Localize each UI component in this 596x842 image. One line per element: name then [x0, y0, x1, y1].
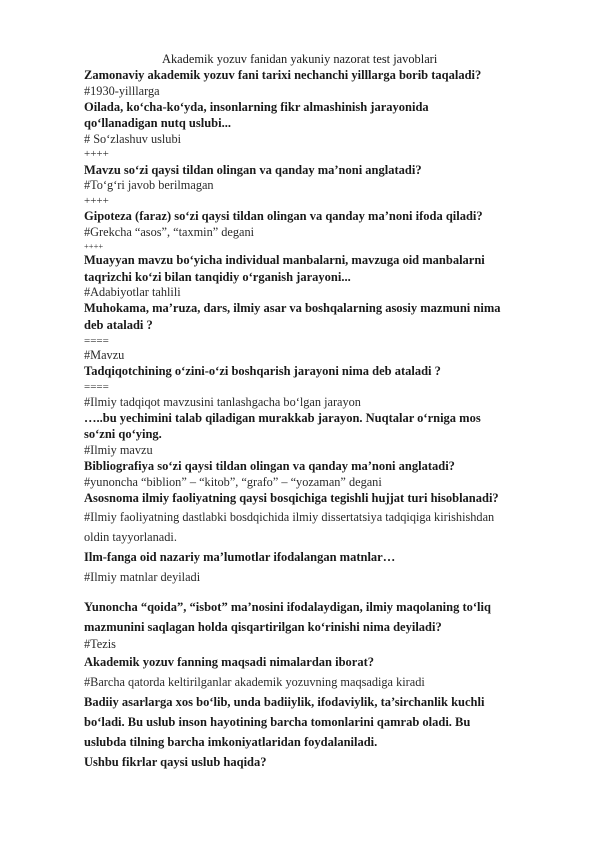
- answer-line: #Ilmiy tadqiqot mavzusini tanlashgacha bo‘lgan jarayon: [84, 394, 361, 409]
- answer-line: #To‘g‘ri javob berilmagan: [84, 178, 214, 193]
- question-line: Asosnoma ilmiy faoliyatning qaysi bosqichiga tegishli hujjat turi hisoblanadi?: [84, 490, 499, 505]
- separator-line: ====: [84, 334, 109, 347]
- separator-line: ++++: [84, 194, 109, 207]
- answer-line: #Mavzu: [84, 348, 125, 363]
- answer-line: #Adabiyotlar tahlili: [84, 285, 181, 300]
- answer-line: # So‘zlashuv uslubi: [84, 131, 182, 146]
- question-line: …..bu yechimini talab qiladigan murakkab jarayon. Nuqtalar o‘rniga mos: [84, 410, 481, 425]
- answer-line: #Ilmiy faoliyatning dastlabki bosdqichida ilmiy dissertatsiya tadqiqiga kirishishdan: [84, 509, 495, 524]
- question-line: Badiiy asarlarga xos bo‘lib, unda badiiylik, ifodaviylik, ta’sirchanlik kuchli: [84, 694, 485, 709]
- blank-spacer: [84, 587, 564, 597]
- question-line: uslubda tilning barcha imkoniyatlaridan foydalaniladi.: [84, 734, 378, 749]
- answer-line: #Ilmiy matnlar deyiladi: [84, 569, 201, 584]
- question-line: mazmunini saqlagan holda qisqartirilgan ko‘rinishi nima deyiladi?: [84, 619, 442, 634]
- question-line: Tadqiqotchining o‘zini-o‘zi boshqarish jarayoni nima deb ataladi ?: [84, 364, 441, 379]
- answer-line: #Barcha qatorda keltirilganlar akademik yozuvning maqsadiga kiradi: [84, 674, 425, 689]
- question-line: Mavzu so‘zi qaysi tildan olingan va qanday ma’noni anglatadi?: [84, 162, 422, 177]
- question-line: Gipoteza (faraz) so‘zi qaysi tildan olingan va qanday ma’noni ifoda qiladi?: [84, 209, 483, 224]
- answer-line: #Grekcha “asos”, “taxmin” degani: [84, 224, 255, 239]
- question-line: Bibliografiya so‘zi qaysi tildan olingan va qanday ma’noni anglatadi?: [84, 459, 455, 474]
- question-line: Yunoncha “qoida”, “isbot” ma’nosini ifodalaydigan, ilmiy maqolaning to‘liq: [84, 599, 491, 614]
- answer-line: #yunoncha “biblion” – “kitob”, “grafo” – “yozaman” degani: [84, 474, 382, 489]
- question-line: Zamonaviy akademik yozuv fani tarixi nechanchi yilllarga borib taqaladi?: [84, 68, 482, 82]
- question-line: deb ataladi ?: [84, 317, 153, 332]
- question-line: bo‘ladi. Bu uslub inson hayotining barcha tomonlarini qamrab oladi. Bu: [84, 714, 471, 729]
- document-page: [84, 52, 564, 772]
- question-line: qo‘llanadigan nutq uslubi...: [84, 116, 231, 131]
- answer-line: #Ilmiy mavzu: [84, 442, 153, 457]
- answer-line: #Tezis: [84, 636, 116, 651]
- separator-line: ++++: [84, 148, 109, 161]
- document-title: Akademik yozuv fanidan yakuniy nazorat test javoblari: [162, 52, 438, 66]
- separator-line: ++++: [84, 240, 104, 251]
- question-line: taqrizchi ko‘zi bilan tanqidiy o‘rganish jarayoni...: [84, 269, 351, 284]
- question-line: so‘zni qo‘ying.: [84, 427, 162, 442]
- separator-line: ====: [84, 380, 109, 393]
- answer-line: oldin tayyorlanadi.: [84, 529, 177, 544]
- question-line: Muhokama, ma’ruza, dars, ilmiy asar va boshqalarning asosiy mazmuni nima: [84, 301, 501, 316]
- question-line: Oilada, ko‘cha-ko‘yda, insonlarning fikr almashinish jarayonida: [84, 99, 429, 114]
- answer-line: #1930-yilllarga: [84, 83, 160, 98]
- question-line: Ushbu fikrlar qaysi uslub haqida?: [84, 754, 267, 769]
- question-line: Muayyan mavzu bo‘yicha individual manbalarni, mavzuga oid manbalarni: [84, 252, 485, 267]
- question-line: Akademik yozuv fanning maqsadi nimalardan iborat?: [84, 654, 374, 669]
- question-line: Ilm-fanga oid nazariy ma’lumotlar ifodalangan matnlar…: [84, 549, 396, 564]
